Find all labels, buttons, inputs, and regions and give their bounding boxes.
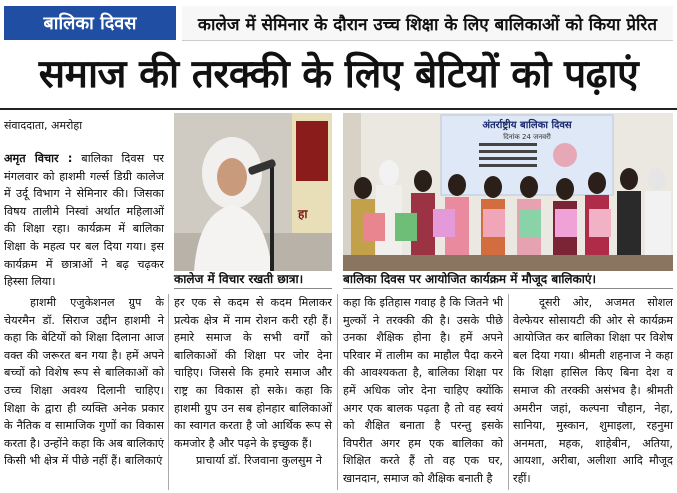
photo-group-girls: [343, 113, 673, 271]
column-divider: [168, 294, 169, 490]
headline-rule: [0, 108, 677, 110]
student-speaking-illustration: [174, 113, 332, 271]
intro-text: बालिका दिवस पर मंगलवार को हाशमी गर्ल्स डिग्री कालेज में उर्दू विभाग ने सेमिनार की। जिसका विषय तालीमे निस्वां अर्थात महिलाओं की शिक्षा रहा। कार्यक्रम में बालिका शिक्षा के महत्व पर बल दिया गया। इस कार्यक्रम में छात्राओं ने बढ़ चढ़कर हिस्सा लिया।: [4, 152, 164, 289]
photo1-board-text: हा: [298, 207, 308, 221]
column-3-text: कहा कि इतिहास गवाह है कि जितने भी मुल्कों ने तरक्की की है। उसके पीछे उनका शैक्षिक होना है। हमें अपने परिवार में तालीम का माहौल पैदा करने की आवश्यकता है, बालिका शिक्षा पर हमें अधिक जोर देना चाहिए क्योंकि अगर एक बालक पढ़ता है तो वह स्वयं को शैक्षित बनाता है परन्तु इसके विपरीत अगर हम एक बालिका को शिक्षित करते हैं तो वह एक घर, खानदान, समाज को शैक्षिक बनाती है: [343, 296, 503, 485]
photo1-caption: कालेज में विचार रखती छात्रा।: [174, 271, 332, 289]
column-2-text: हर एक से कदम से कदम मिलाकर प्रत्येक क्षेत्र में नाम रोशन करी रही हैं। हमारे समाज के सभी वर्गों को बालिकाओं की शिक्षा पर जोर देना चाहिए। जिससे कि हमारे समाज और राष्ट्र का विकास हो सके। कहा कि हाशमी ग्रुप उन सब होनहार बालिकाओं का स्वागत करता है जो आर्थिक रूप से कमजोर है और पढ़ने के इच्छुक हैं।: [174, 296, 332, 450]
subheadline: कालेज में सेमिनार के दौरान उच्च शिक्षा के लिए बालिकाओं को किया प्रेरित: [182, 6, 673, 41]
column-4-text: दूसरी ओर, अजमत सोशल वेल्फेयर सोसायटी की ओर से कार्यक्रम आयोजित कर बालिका शिक्षा पर विशेष बल दिया गया। श्रीमती शहनाज ने कहा कि शिक्षा हासिल किए बिना देश व समाज की तरक्की असंभव है। श्रीमती अमरीन जहां, कल्पना चौहान, नेहा, सानिया, मुस्कान, शुमाइला, रहनुमा अनमता, महक, शाहेबीन, अतिया, आयशा, अरीबा, अलीशा आदि मौजूद रहीं।: [513, 296, 673, 485]
article-column-2: [174, 294, 332, 470]
byline: संवाददाता, अमरोहा: [4, 119, 83, 132]
banner-date: दिनांक 24 जनवरी: [503, 133, 551, 141]
intro-lead: अमृत विचार :: [4, 152, 73, 165]
section-tag: बालिका दिवस: [4, 6, 176, 40]
column-2-text-b: प्राचार्या डॉ. रिजवाना कुलसुम ने: [196, 454, 322, 468]
banner-title: अंतर्राष्ट्रीय बालिका दिवस: [482, 120, 572, 131]
intro-paragraph: [4, 150, 164, 291]
article-column-1: [4, 294, 164, 470]
article-column-3: [343, 294, 503, 488]
column-1-text: हाशमी एजुकेशनल ग्रुप के चेयरमैन डॉ. सिराज उद्दीन हाशमी ने कहा कि बेटियों को शिक्षा दिलाना आज वक्त की जरूरत बन गया है। हमें अपने बच्चों को विशेष रूप से बालिकाओं को उच्च शिक्षा अवश्य दिलानी चाहिए। शिक्षा के द्वारा ही व्यक्ति अनेक प्रकार के नैतिक व सामाजिक गुणों का विकास करता है। उन्होंने कहा कि अब बालिकाएं किसी भी क्षेत्र में पीछे नहीं हैं। बालिकाएं: [4, 296, 164, 468]
photo-student-speaking: [174, 113, 332, 271]
column-divider: [508, 294, 509, 490]
photo2-caption: बालिका दिवस पर आयोजित कार्यक्रम में मौजूद बालिकाएं।: [343, 271, 673, 289]
article-column-4: [513, 294, 673, 488]
column-divider: [337, 294, 338, 490]
headline: समाज की तरक्की के लिए बेटियों को पढ़ाएं: [38, 52, 639, 97]
